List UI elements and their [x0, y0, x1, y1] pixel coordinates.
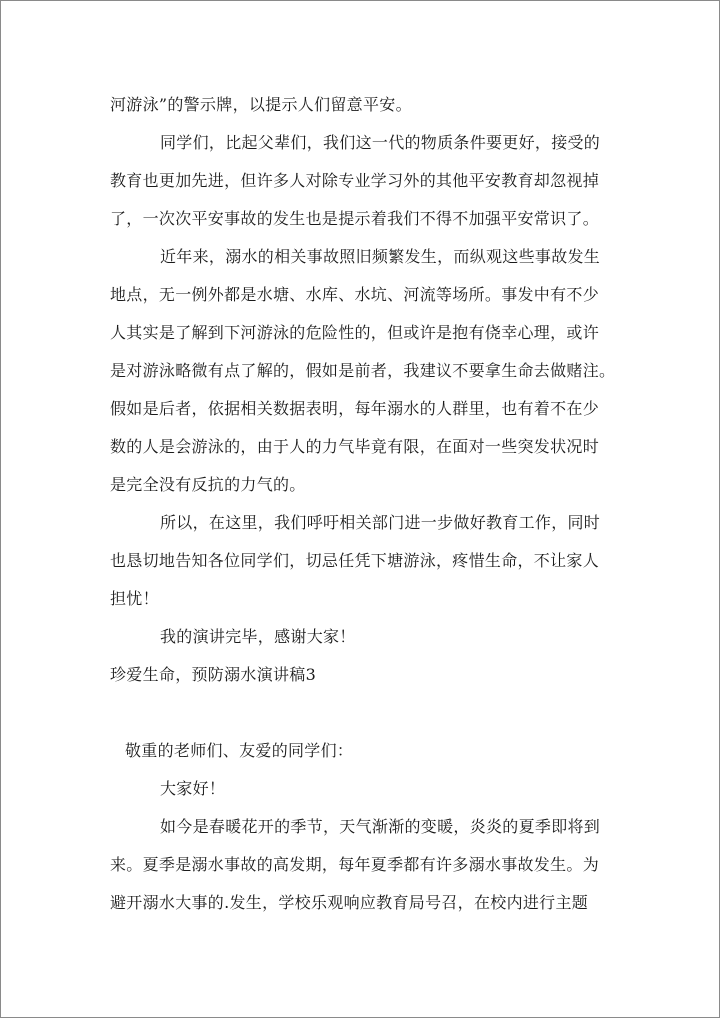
text-line: 假如是后者，依据相关数据表明，每年溺水的人群里，也有着不在少 — [110, 399, 600, 418]
text-line: 人其实是了解到下河游泳的危险性的，但或许是抱有侥幸心理，或许 — [110, 323, 600, 342]
text-line: 避开溺水大事的.发生，学校乐观响应教育局号召，在校内进行主题 — [110, 893, 589, 912]
text-line: 河游泳”的警示牌，以提示人们留意平安。 — [110, 95, 412, 114]
paragraph-start-line: 如今是春暖花开的季节，天气渐渐的变暖，炎炎的夏季即将到 — [160, 817, 601, 836]
text-line: 数的人是会游泳的，由于人的力气毕竟有限，在面对一些突发状况时 — [110, 437, 600, 456]
text-line: 是完全没有反抗的力气的。 — [110, 475, 306, 494]
paragraph-start-line: 近年来，溺水的相关事故照旧频繁发生，而纵观这些事故发生 — [160, 247, 601, 266]
text-line: 了，一次次平安事故的发生也是提示着我们不得不加强平安常识了。 — [110, 209, 600, 228]
text-line: 是对游泳略微有点了解的，假如是前者，我建议不要拿生命去做赌注。 — [110, 361, 616, 380]
paragraph-start-line: 所以，在这里，我们呼吁相关部门进一步做好教育工作，同时 — [160, 513, 601, 532]
text-line: 来。夏季是溺水事故的高发期，每年夏季都有许多溺水事故发生。为 — [110, 855, 600, 874]
salutation: 敬重的老师们、友爱的同学们： — [125, 741, 354, 760]
closing-line: 我的演讲完毕，感谢大家！ — [160, 627, 356, 646]
text-line: 也恳切地告知各位同学们，切忌任凭下塘游泳，疼惜生命，不让家人 — [110, 551, 600, 570]
text-line: 地点，无一例外都是水塘、水库、水坑、河流等场所。事发中有不少 — [110, 285, 600, 304]
text-line: 担忧！ — [110, 589, 159, 608]
text-line: 教育也更加先进，但许多人对除专业学习外的其他平安教育却忽视掉 — [110, 171, 600, 190]
paragraph-start-line: 同学们，比起父辈们，我们这一代的物质条件要更好，接受的 — [160, 133, 601, 152]
greeting: 大家好！ — [160, 779, 226, 798]
speech-title: 珍爱生命，预防溺水演讲稿3 — [110, 665, 317, 684]
